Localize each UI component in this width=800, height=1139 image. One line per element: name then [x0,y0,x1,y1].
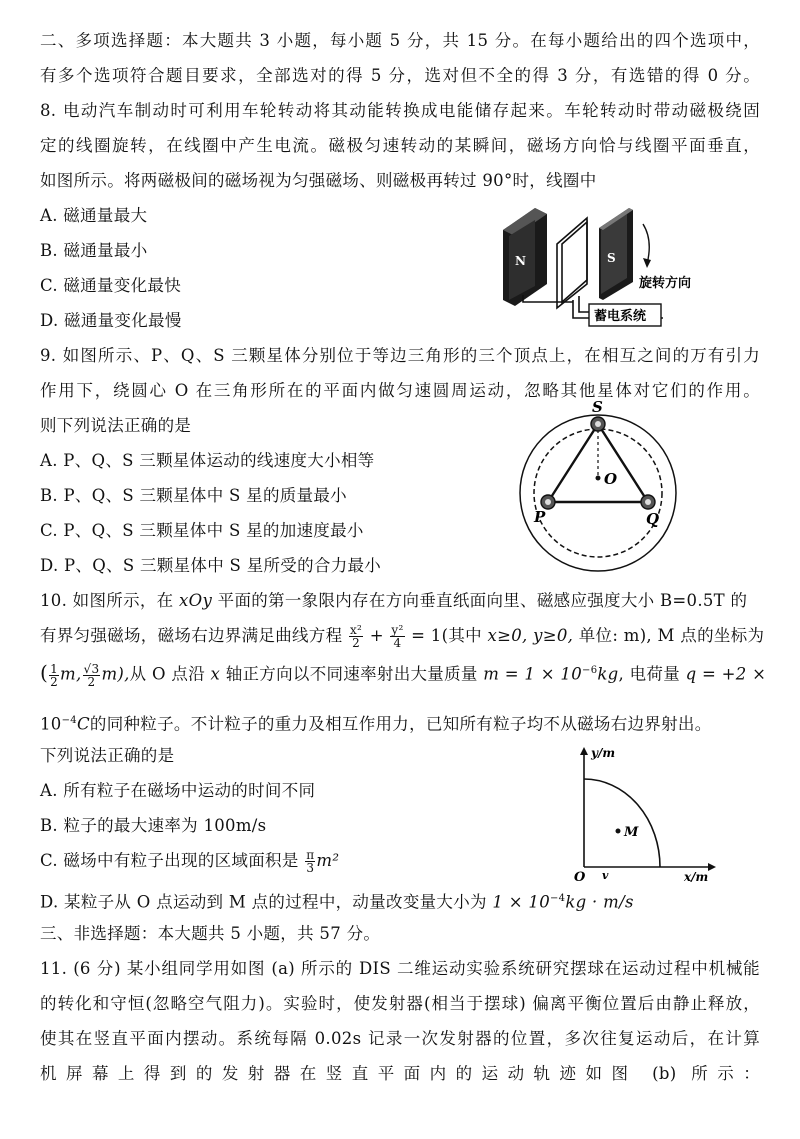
q8-line3: 如图所示。将两磁极间的磁场视为匀强磁场、则磁极再转过 90°时，线圈中 [40,171,597,190]
y-axis-label: y/m [591,746,616,760]
q10-line1-post: 平面的第一象限内存在方向垂直纸面向里、磁感应强度大小 B=0.5T 的 [212,591,748,610]
rotation-arrow-icon [643,224,649,264]
star-q [641,495,655,509]
section2-line2: 有多个选项符合题目要求，全部选对的得 5 分，选对但不全的得 3 分，有选错的得 0 分。 [40,66,760,85]
coord-a-num: 1 [50,661,59,676]
q10-figure-field [572,743,722,883]
frac-x2-over-2 [349,624,363,649]
q10-line2 [40,623,765,650]
q9-line2: 作用下，绕圆心 O 在三角形所在的平面内做匀速圆周运动，忽略其他星体对它们的作用。 [40,381,760,400]
q11-line2: 的转化和守恒(忽略空气阻力)。实验时，使发射器(相当于摆球) 偏离平衡位置后由静止释放， [40,994,760,1013]
q8-option-a: A. 磁通量最大 [40,206,148,225]
star-p [541,495,555,509]
area-unit: m² [316,851,340,870]
q10-plane-var: xOy [179,591,213,610]
q9-line3: 则下列说法正确的是 [40,416,192,435]
q9-line1: 9. 如图所示、P、Q、S 三颗星体分别位于等边三角形的三个顶点上，在相互之间的万有引力 [40,346,760,365]
charge-unit: C [76,714,90,734]
q9-option-a: A. P、Q、S 三颗星体运动的线速度大小相等 [40,451,375,470]
q10-line5: 下列说法正确的是 [40,746,175,765]
mass-unit: kg [597,664,619,684]
q8-option-c: C. 磁通量变化最快 [40,276,182,295]
q10-option-d [40,886,760,916]
q10-option-b: B. 粒子的最大速率为 100m/s [40,816,267,835]
eq-condition: x≥0, y≥0, [487,626,574,645]
q10-line3 [40,658,767,689]
coord-b-den: 2 [87,674,96,689]
q10-line2-pre: 有界匀强磁场，磁场右边界满足曲线方程 [40,626,343,645]
q10-line4 [40,708,760,738]
q10-line1-pre: 10. 如图所示，在 [40,591,180,610]
q11-line3: 使其在竖直平面内摆动。系统每隔 0.02s 记录一次发射器的位置，多次往复运动后，在计算 [40,1029,760,1048]
charge-exponent: −4 [61,715,77,726]
momentum-unit: kg · m/s [565,892,634,912]
frac-y-den: 4 [393,636,402,650]
mass-expr: m = 1 × 10 [483,664,583,684]
coord-mid: m, [60,664,82,684]
q8-option-d: D. 磁通量变化最慢 [40,311,182,330]
frac-y-num: y² [391,623,404,637]
section2-line1: 二、多项选择题：本大题共 3 小题，每小题 5 分，共 15 分。在每小题给出的四个选项中， [40,31,760,50]
north-pole-magnet [503,208,547,306]
q9-option-b: B. P、Q、S 三颗星体中 S 星的质量最小 [40,486,347,505]
rotation-direction-label: 旋转方向 [639,276,692,291]
q10-option-a: A. 所有粒子在磁场中运动的时间不同 [40,781,316,800]
plus-sign: + [369,626,384,645]
q11-line1: 11. (6 分) 某小组同学用如图 (a) 所示的 DIS 二维运动实验系统研究摆球在运动过程中机械能 [40,959,760,978]
storage-system-label: 蓄电系统 [594,309,647,324]
label-q: Q [646,510,660,528]
frac-x-den: 2 [352,636,361,650]
q8-line1: 8. 电动汽车制动时可利用车轮转动将其动能转换成电能储存起来。车轮转动时带动磁极绕固 [40,101,760,120]
label-o: O [604,470,618,488]
pi-num: π [306,848,315,862]
label-s: S [592,398,603,416]
label-p: P [534,508,546,526]
point-m [616,829,621,834]
pole-n-label: N [515,254,526,268]
q11-line4: 机屏幕上得到的发射器在竖直平面内的运动轨迹如图 (b) 所示： [40,1064,760,1083]
q9-figure-three-stars [506,398,686,573]
origin-label: O [574,870,586,883]
q10-line3-text3: , 电荷量 [618,664,686,684]
star-s [591,417,605,431]
q8-figure-generator [495,200,710,330]
field-boundary-curve [584,779,660,867]
coord-b-num: √3 [83,661,100,676]
coord-a-den: 2 [50,674,59,689]
q10-line2-post: 单位: m), M 点的坐标为 [573,626,765,645]
q8-line2: 定的线圈旋转，在线圈中产生电流。磁极匀速转动的某瞬间，磁场方向恰与线圈平面垂直， [40,136,760,155]
pi-den: 3 [306,861,315,875]
q9-option-c: C. P、Q、S 三颗星体中 S 星的加速度最小 [40,521,364,540]
coord-close: m), [101,664,130,684]
coord-frac-a [49,663,59,688]
coord-open: ( [40,660,49,685]
q10-x-axis-var: x [210,664,221,684]
coord-frac-b [83,663,101,688]
south-pole-magnet [599,208,633,300]
velocity-label: v [602,869,609,882]
charge-base: 10 [40,714,62,734]
center-point [596,476,601,481]
x-axis-label: x/m [684,870,709,883]
m-point-label: M [624,825,639,840]
q10-option-c-pre: C. 磁场中有粒子出现的区域面积是 [40,851,299,870]
momentum-exponent: −4 [550,893,566,904]
q10-line3-text2: 轴正方向以不同速率射出大量质量 [220,664,484,684]
pole-s-label: S [607,251,616,265]
q10-line3-text: 从 O 点沿 [129,664,211,684]
q8-option-b: B. 磁通量最小 [40,241,148,260]
q10-line4-text: 的同种粒子。不计粒子的重力及相互作用力，已知所有粒子均不从磁场右边界射出。 [89,714,712,734]
momentum-expr: 1 × 10 [492,892,550,912]
charge-expr: q = +2 × [685,664,767,684]
q10-option-d-pre: D. 某粒子从 O 点运动到 M 点的过程中，动量改变量大小为 [40,892,493,912]
frac-x-num: x² [349,623,363,637]
q9-option-d: D. P、Q、S 三颗星体中 S 星所受的合力最小 [40,556,382,575]
mass-exponent: −6 [582,665,598,676]
section3-line1: 三、非选择题：本大题共 5 小题，共 57 分。 [40,924,381,943]
eq-rest: = 1(其中 [411,626,488,645]
pi-over-3 [305,849,315,874]
q10-line1 [40,588,760,614]
frac-y2-over-4 [390,624,404,649]
